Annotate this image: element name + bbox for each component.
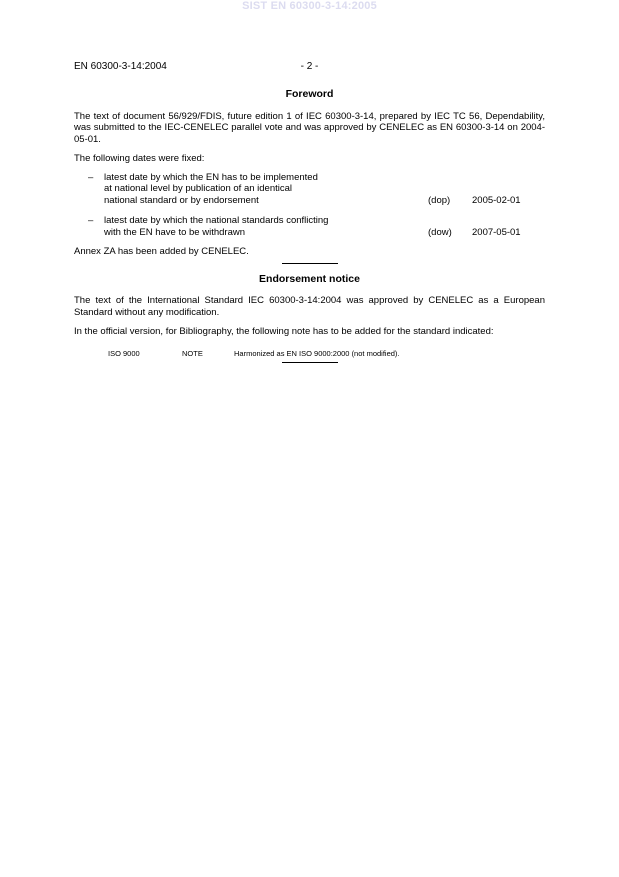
date-value: 2007-05-01 [472, 226, 521, 238]
note-standard: ISO 9000 [108, 348, 140, 358]
annex-note: Annex ZA has been added by CENELEC. [74, 246, 249, 257]
date-item-dow [88, 215, 545, 238]
foreword-paragraph: The text of document 56/929/FDIS, future edition 1 of IEC 60300-3-14, prepared by IEC TC 56, Dependability, was submitted to the IEC-CENELEC parallel vote and was approved by CENELEC as EN 60300-3-14 on 2004-05-01. [74, 110, 545, 145]
endorsement-title: Endorsement notice [259, 272, 360, 285]
date-item-line: with the EN have to be withdrawn [104, 226, 245, 238]
note-label: NOTE [182, 348, 203, 358]
bullet-dash: – [88, 215, 94, 226]
document-id: EN 60300-3-14:2004 [74, 61, 167, 72]
note-text: Harmonized as EN ISO 9000:2000 (not modified). [234, 348, 400, 358]
section-divider [282, 263, 338, 264]
date-item-dop [88, 172, 545, 207]
bullet-dash: – [88, 171, 94, 183]
date-value: 2005-02-01 [472, 194, 521, 206]
bibliography-note [74, 348, 545, 358]
dates-intro: The following dates were fixed: [74, 153, 205, 164]
page-number: - 2 - [300, 61, 319, 72]
foreword-title: Foreword [285, 88, 334, 100]
date-item-line: latest date by which the national standards conflicting [104, 215, 329, 226]
endorsement-paragraph: The text of the International Standard IEC 60300-3-14:2004 was approved by CENELEC as a European Standard without any modification. [74, 295, 545, 318]
end-divider [282, 362, 338, 363]
watermark: SIST EN 60300-3-14:2005 [242, 0, 377, 12]
date-item-line: latest date by which the EN has to be implemented [104, 171, 318, 183]
bibliography-intro: In the official version, for Bibliography, the following note has to be added for the standard indicated: [74, 326, 494, 337]
date-abbr: (dow) [428, 226, 452, 238]
date-abbr: (dop) [428, 194, 451, 206]
date-item-line: at national level by publication of an identical [104, 183, 293, 194]
document-body [74, 89, 545, 363]
date-item-line: national standard or by endorsement [104, 194, 259, 206]
